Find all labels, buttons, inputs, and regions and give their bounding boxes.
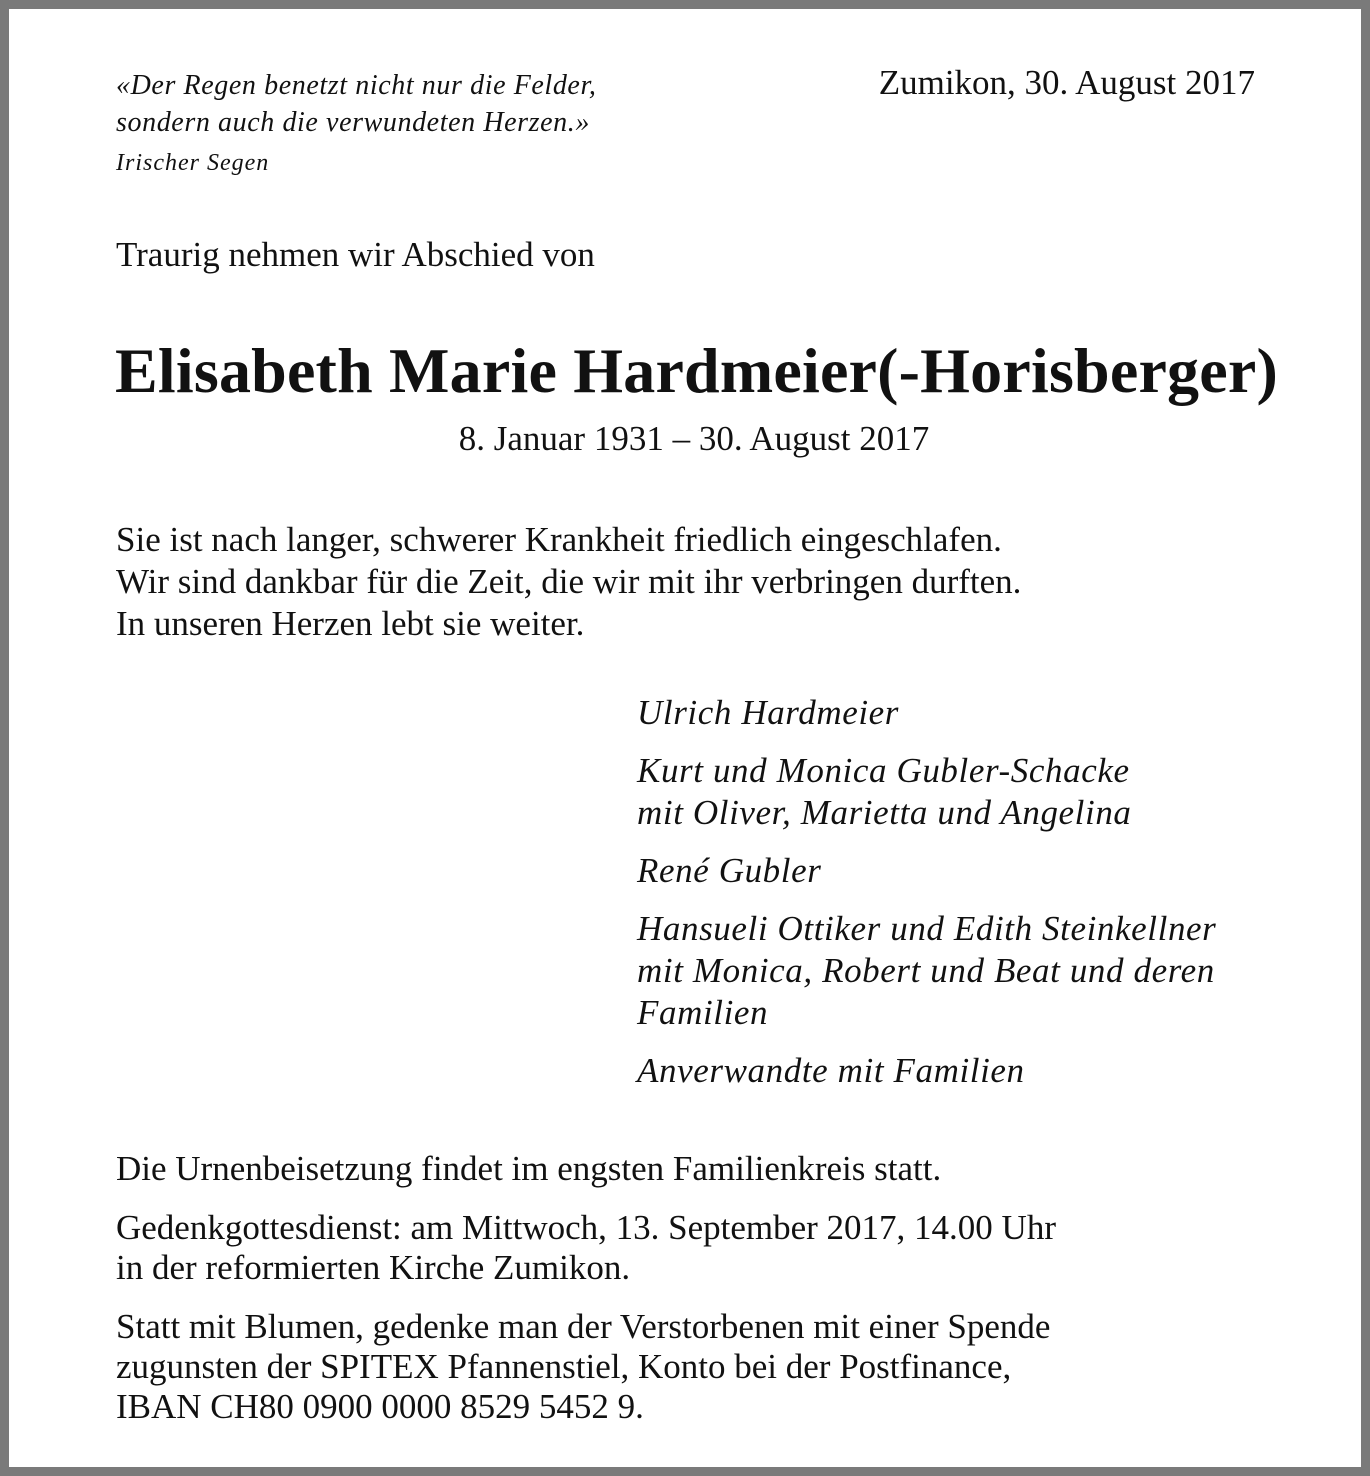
message-line: Wir sind dankbar für die Zeit, die wir mit ihr verbringen durften.: [116, 562, 1022, 601]
mourner-group: [637, 692, 1216, 734]
notice-line: Statt mit Blumen, gedenke man der Verstorbenen mit einer Spende: [116, 1307, 1051, 1346]
notice-line: in der reformierten Kirche Zumikon.: [116, 1248, 631, 1287]
message-line: Sie ist nach langer, schwerer Krankheit friedlich eingeschlafen.: [116, 520, 1002, 559]
mourner-line: Ulrich Hardmeier: [637, 693, 900, 732]
message-paragraph: [116, 519, 1021, 645]
mourner-line: Anverwandte mit Familien: [637, 1051, 1025, 1090]
mourner-group: [637, 1050, 1216, 1092]
mourner-group: [637, 908, 1216, 1034]
mourner-group: [637, 850, 1216, 892]
place-date: Zumikon, 30. August 2017: [878, 63, 1255, 102]
notices-block: [116, 1149, 1056, 1446]
notice-line: Gedenkgottesdienst: am Mittwoch, 13. September 2017, 14.00 Uhr: [116, 1208, 1056, 1247]
quote-source: Irischer Segen: [116, 150, 270, 176]
mourner-line: Hansueli Ottiker und Edith Steinkellner: [637, 909, 1217, 948]
life-dates: 8. Januar 1931 – 30. August 2017: [458, 419, 930, 458]
intro-text: Traurig nehmen wir Abschied von: [116, 235, 595, 274]
mourners-list: [637, 692, 1216, 1108]
mourner-group: [637, 750, 1216, 834]
notice-line: IBAN CH80 0900 0000 8529 5452 9.: [116, 1387, 644, 1426]
quote-block: [116, 67, 596, 141]
notice-line: zugunsten der SPITEX Pfannenstiel, Konto bei der Postfinance,: [116, 1347, 1012, 1386]
message-line: In unseren Herzen lebt sie weiter.: [116, 604, 585, 643]
memorial-service-notice: [116, 1208, 1056, 1288]
mourner-line: Kurt und Monica Gubler-Schacke: [637, 751, 1130, 790]
quote-line: sondern auch die verwundeten Herzen.»: [116, 107, 590, 138]
notice-line: Die Urnenbeisetzung findet im engsten Familienkreis statt.: [116, 1149, 942, 1188]
mourner-line: mit Monica, Robert und Beat und deren: [637, 951, 1215, 990]
mourner-line: mit Oliver, Marietta und Angelina: [637, 793, 1132, 832]
deceased-name: Elisabeth Marie Hardmeier(-Horisberger): [115, 335, 1278, 406]
donation-notice: [116, 1307, 1056, 1427]
mourner-line: René Gubler: [637, 851, 822, 890]
mourner-line: Familien: [637, 993, 769, 1032]
quote-line: «Der Regen benetzt nicht nur die Felder,: [116, 70, 597, 101]
burial-notice: [116, 1149, 1056, 1189]
